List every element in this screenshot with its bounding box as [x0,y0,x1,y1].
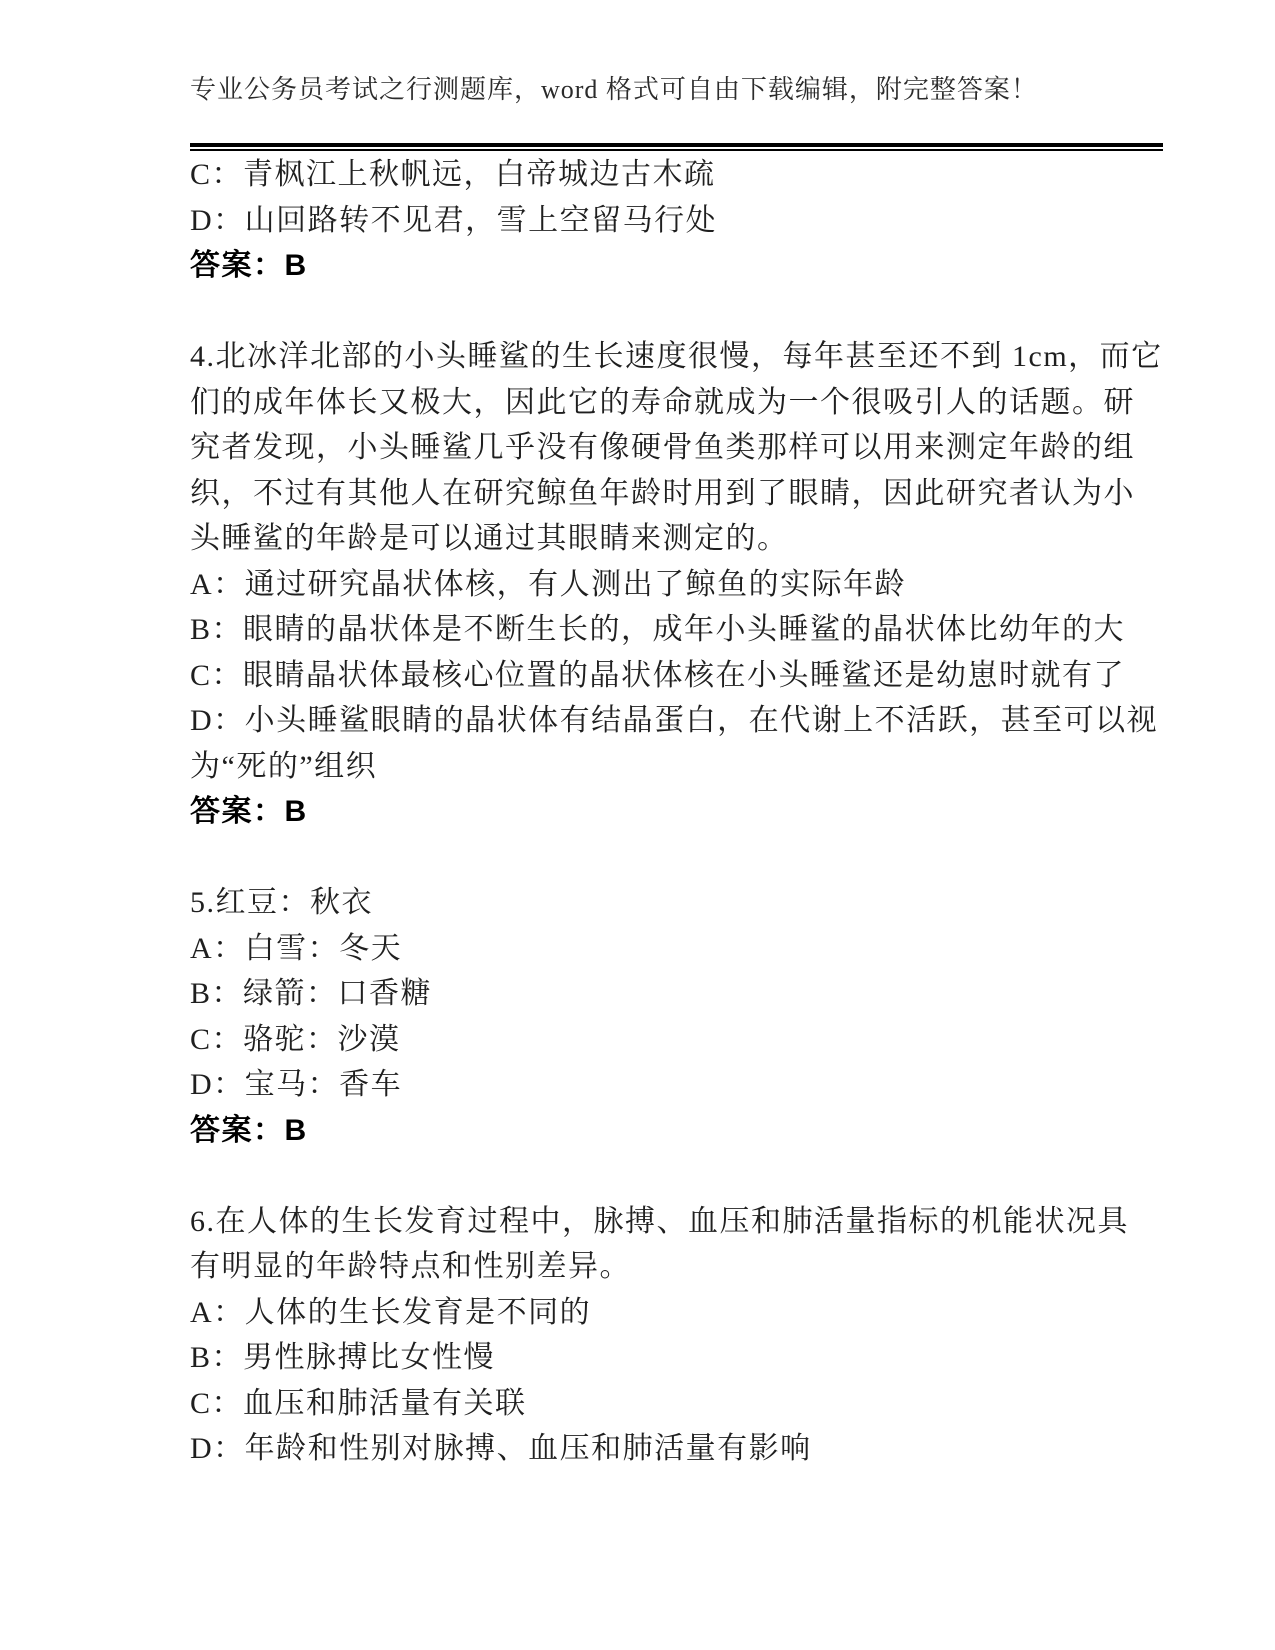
question-4-question-line: 织，不过有其他人在研究鲸鱼年龄时用到了眼睛，因此研究者认为小 [190,476,1135,510]
question-4-question-line: 究者发现，小头睡鲨几乎没有像硬骨鱼类那样可以用来测定年龄的组 [190,431,1135,464]
question-3-tail-option-line: D：山回路转不见君，雪上空留马行处 [190,203,718,237]
question-4-option-line: B：眼睛的晶状体是不断生长的，成年小头睡鲨的晶状体比幼年的大 [190,613,1126,646]
question-4-question-line: 们的成年体长又极大，因此它的寿命就成为一个很吸引人的话题。研 [190,385,1135,419]
question-4-option-line: A：通过研究晶状体核，有人测出了鲸鱼的实际年龄 [190,567,907,601]
question-4-option-line: C：眼睛晶状体最核心位置的晶状体核在小头睡鲨还是幼崽时就有了 [190,658,1126,692]
question-6 [190,1199,1175,1472]
question-5 [190,880,1175,1153]
question-6-option-line: C：血压和肺活量有关联 [190,1386,527,1420]
question-5-question-line: 5.红豆：秋衣 [190,886,373,919]
question-6-option-line: B：男性脉搏比女性慢 [190,1341,496,1374]
question-5-option-line: C：骆驼：沙漠 [190,1022,401,1056]
question-4-question-line: 4.北冰洋北部的小头睡鲨的生长速度很慢，每年甚至还不到 1cm，而它 [190,340,1163,373]
question-6-question-line: 有明显的年龄特点和性别差异。 [190,1250,631,1283]
question-4-answer-line: 答案：B [190,795,308,828]
header-divider-double-line [190,143,1163,151]
question-5-answer-line: 答案：B [190,1113,308,1147]
question-6-question-line: 6.在人体的生长发育过程中，脉搏、血压和肺活量指标的机能状况具 [190,1204,1129,1238]
question-5-option-line: D：宝马：香车 [190,1068,403,1101]
question-5-option-line: B：绿箭：口香糖 [190,977,433,1010]
question-4-option-line: D：小头睡鲨眼睛的晶状体有结晶蛋白，在代谢上不活跃，甚至可以视 [190,704,1159,737]
question-3-tail-option-line: C：青枫江上秋帆远，白帝城边古木疏 [190,158,716,191]
question-3-tail-answer-line: 答案：B [190,249,308,282]
question-4-question-line: 头睡鲨的年龄是可以通过其眼睛来测定的。 [190,522,789,555]
question-6-option-line: D：年龄和性别对脉搏、血压和肺活量有影响 [190,1432,812,1465]
question-6-option-line: A：人体的生长发育是不同的 [190,1295,592,1329]
question-4-option-line: 为“死的”组织 [190,749,378,783]
question-3-tail [190,152,1175,289]
document-content [190,152,1175,1472]
page-header-title: 专业公务员考试之行测题库，word 格式可自由下载编辑，附完整答案！ [190,75,1038,104]
question-4 [190,334,1175,835]
question-5-option-line: A：白雪：冬天 [190,931,403,965]
